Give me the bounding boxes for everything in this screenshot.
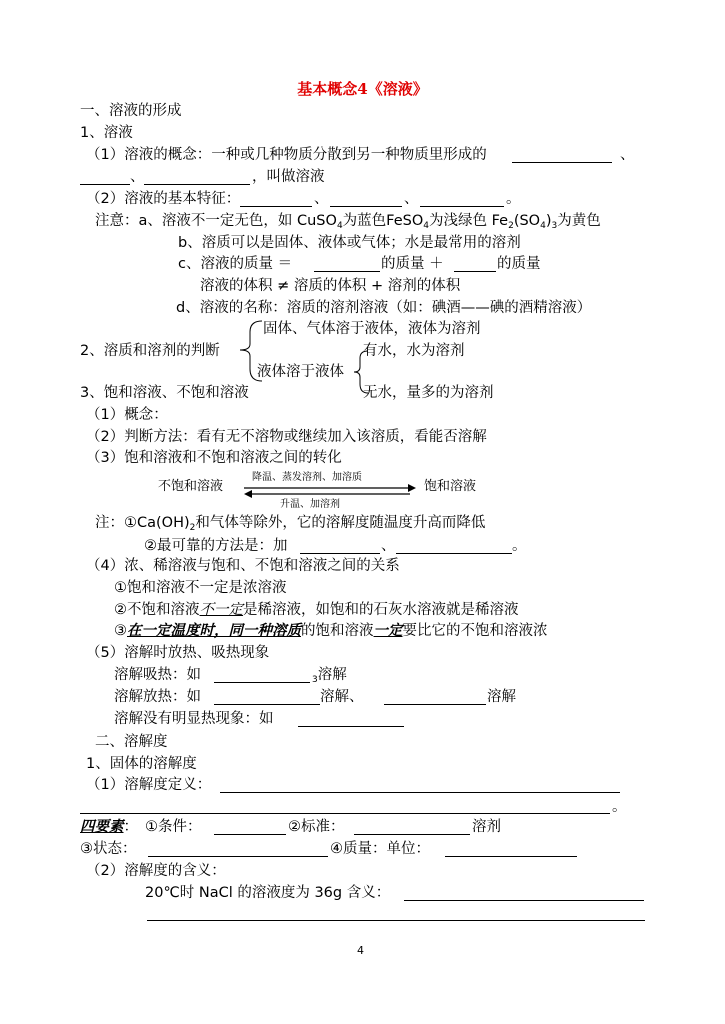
solvent-label: 溶剂 (472, 819, 501, 835)
state-label: ③状态： (80, 841, 137, 857)
note-a: 注意：a、溶液不一定无色，如 CuSO$_4$为蓝色FeSO$_4$为浅绿色 $Fe_2(SO_4)_3$为黄色 (95, 213, 601, 231)
note-d: d、溶液的名称：溶质的溶剂溶液（如：碘酒——碘的酒精溶液） (176, 300, 592, 316)
heat-release-end: 溶解 (487, 689, 516, 705)
four-elements: 四要素： (80, 819, 138, 835)
separator: 、 (314, 191, 329, 207)
section-heading: 一、溶液的形成 (80, 103, 182, 119)
unsaturated-label: 不饱和溶液 (158, 479, 224, 494)
note-c-part: 的质量 ＋ (381, 256, 444, 272)
brace-right (354, 351, 368, 393)
separator: 。 (612, 799, 627, 815)
mass-label: ④质量：单位： (330, 841, 430, 857)
note-c-volume: 溶液的体积 ≠ 溶质的体积 + 溶剂的体积 (200, 278, 461, 294)
judge-method: （2）判断方法：看有无不溶物或继续加入该溶质，看能否溶解 (86, 429, 487, 445)
standard-label: ②标准： (288, 819, 345, 835)
arrow-label-top: 降温、蒸发溶剂、加溶质 (252, 472, 362, 483)
example-text: 20℃时 NaCl 的溶液度为 36g 含义： (145, 885, 391, 901)
heat-none: 溶解没有明显热现象：如 (114, 711, 274, 727)
heat-release: 溶解放热：如 (114, 689, 201, 705)
relation-item: ②不饱和溶液不一定是稀溶液，如饱和的石灰水溶液就是稀溶液 (114, 602, 519, 618)
definition-label: （1）溶解度定义： (86, 777, 212, 793)
note-c-part: 的质量 (497, 256, 541, 272)
section-heading: 二、溶解度 (95, 734, 168, 750)
relation-heading: （4）浓、稀溶液与饱和、不饱和溶液之间的关系 (86, 558, 400, 574)
features-text: （2）溶液的基本特征： (86, 191, 241, 207)
subsection-heading: 2、溶质和溶剂的判断 (80, 343, 220, 359)
note-b: b、溶质可以是固体、液体或气体；水是最常用的溶剂 (178, 235, 521, 251)
separator: 。 (506, 191, 521, 207)
saturated-label: 饱和溶液 (424, 479, 477, 494)
concept-text: （1）溶液的概念：一种或几种物质分散到另一种物质里形成的 (86, 147, 487, 163)
rule-text: 液体溶于液体 (257, 364, 344, 380)
heat-heading: （5）溶解时放热、吸热现象 (86, 645, 270, 661)
arrow-label-bottom: 升温、加溶剂 (280, 499, 340, 510)
conversion-heading: （3）饱和溶液和不饱和溶液之间的转化 (86, 450, 342, 466)
separator: 、 (620, 147, 635, 163)
heat-release-mid: 溶解、 (320, 689, 364, 705)
rule-text: 有水，水为溶剂 (363, 343, 465, 359)
separator: 。 (512, 538, 527, 554)
rule-text: 固体、气体溶于液体，液体为溶剂 (263, 321, 481, 337)
condition-label: ①条件： (145, 819, 202, 835)
note-two: ②最可靠的方法是：加 (144, 538, 288, 554)
page-number: 4 (357, 944, 364, 957)
note-c-part: c、溶液的质量 ＝ (178, 256, 293, 272)
arrowhead-left (244, 490, 252, 498)
subsection-heading: 1、溶液 (80, 125, 133, 141)
concept-tail: ，叫做溶液 (252, 169, 325, 185)
heat-absorb-end: $_3$溶解 (312, 667, 347, 685)
brace-left (240, 321, 262, 381)
concept-item: （1）概念： (86, 407, 168, 423)
note-one: 注：$①Ca(OH)_2$和气体等除外，它的溶解度随温度升高而降低 (95, 515, 486, 533)
separator: 、 (404, 191, 419, 207)
heat-absorb: 溶解吸热：如 (114, 667, 201, 683)
arrowhead-right (408, 484, 416, 492)
relation-item: ①饱和溶液不一定是浓溶液 (114, 580, 287, 596)
subsection-heading: 1、固体的溶解度 (86, 756, 197, 772)
subsection-heading: 3、饱和溶液、不饱和溶液 (80, 385, 249, 401)
meaning-label: （2）溶解度的含义： (86, 863, 226, 879)
relation-item: ③在一定温度时，同一种溶质的饱和溶液一定要比它的不饱和溶液浓 (114, 623, 548, 639)
separator: 、 (130, 169, 145, 185)
separator: 、 (381, 538, 396, 554)
page-title: 基本概念4《溶液》 (297, 80, 428, 98)
rule-text: 无水，量多的为溶剂 (363, 385, 494, 401)
